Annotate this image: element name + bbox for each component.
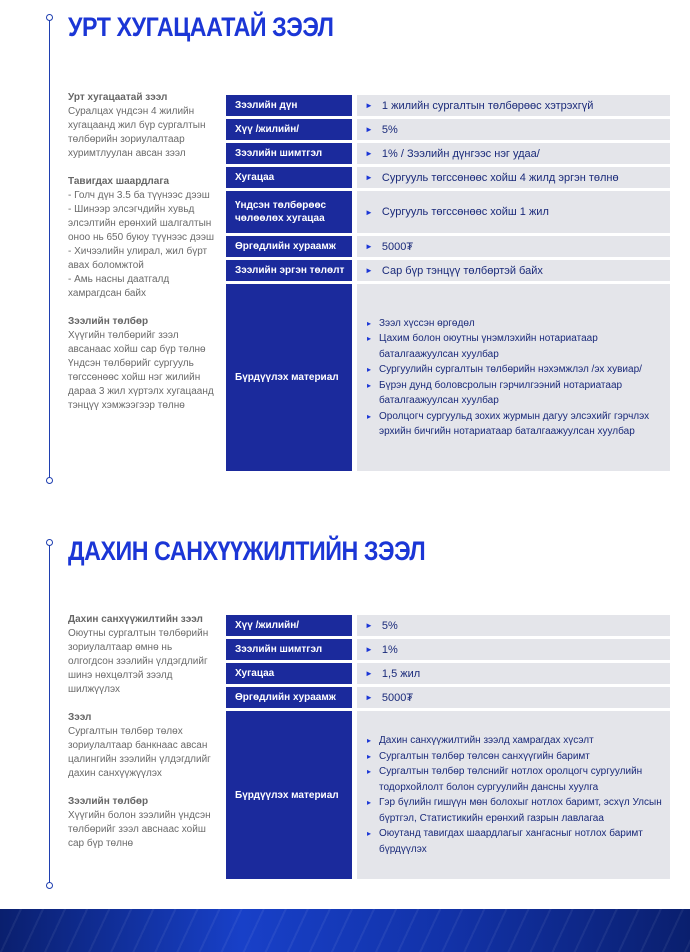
- row-value: [357, 711, 670, 879]
- arrow-icon: ►: [365, 645, 373, 654]
- list-item: - Шинээр элсэгчдийн хувьд элсэлтийн ерөнхий шалгалтын оноо нь 650 буюу түүнээс дээш: [68, 204, 215, 243]
- timeline-dot: [46, 882, 53, 889]
- footer-band: [0, 909, 690, 952]
- timeline-dot: [46, 14, 53, 21]
- row-label: Зээлийн дүн: [226, 95, 352, 116]
- desc-text: Оюутны сургалтын төлбөрийн зориулалтаар өмнө нь олгогдсон зээлийн үлдэгдлийг шинэ нөхцөлтэй зээлд шилжүүлэх: [68, 628, 209, 695]
- refinance-terms-table: [226, 615, 670, 882]
- value-text: 5%: [381, 619, 398, 632]
- timeline-dot: [46, 477, 53, 484]
- list-item: ▸ Зээл хүссэн өргөдөл: [365, 316, 670, 332]
- row-value: [357, 167, 670, 188]
- value-text: 1% / Зээлийн дүнгээс нэг удаа/: [381, 147, 540, 160]
- desc-text: Хүүгийн болон зээлийн үндсэн төлбөрийг зээл авснаас хойш сар бүр төлнө: [68, 810, 211, 849]
- arrow-icon: ►: [365, 173, 373, 182]
- list-item: ▸ Сургалтын төлбөр төлснийг нотлох оролцогч сургуулийн тодорхойлолт болон сургуулийн дансны хуулга: [365, 764, 670, 795]
- row-value: [357, 284, 670, 471]
- table-row: [226, 119, 670, 140]
- arrow-icon: ►: [365, 207, 373, 217]
- desc-heading: Зээлийн төлбөр: [68, 316, 149, 327]
- row-label: Өргөдлийн хураамж: [226, 236, 352, 257]
- section-description: [68, 613, 218, 865]
- loan-terms-table: [226, 95, 670, 474]
- section-title: УРТ ХУГАЦААТАЙ ЗЭЭЛ: [68, 12, 334, 42]
- row-label: Хугацаа: [226, 663, 352, 684]
- list-item: ▸ Оюутанд тавигдах шаардлагыг хангасныг нотлох баримт бүрдүүлэх: [365, 826, 670, 857]
- requirements-list: [68, 189, 218, 301]
- list-item: ▸ Сургуулийн сургалтын төлбөрийн нэхэмжлэл /эх хувиар/: [365, 362, 670, 378]
- row-value: [357, 663, 670, 684]
- value-text: 1,5 жил: [381, 667, 421, 680]
- row-value: [357, 687, 670, 708]
- arrow-icon: ►: [365, 125, 373, 134]
- desc-heading: Зээл: [68, 712, 92, 723]
- table-row: [226, 284, 670, 471]
- row-label: Зээлийн шимтгэл: [226, 639, 352, 660]
- table-row: [226, 95, 670, 116]
- value-text: 1 жилийн сургалтын төлбөрөөс хэтрэхгүй: [381, 99, 594, 112]
- value-text: 5%: [381, 123, 398, 136]
- row-label: Хугацаа: [226, 167, 352, 188]
- table-row: [226, 639, 670, 660]
- list-item: ▸ Дахин санхүүжилтийн зээлд хамрагдах хүсэлт: [365, 733, 670, 749]
- row-label: Зээлийн эргэн төлөлт: [226, 260, 352, 281]
- desc-heading: Урт хугацаатай зээл: [68, 92, 168, 103]
- table-row: [226, 143, 670, 164]
- list-item: ▸ Оролцогч сургуульд зохих журмын дагуу элсэхийг гэрчлэх эрхийн бичгийн нотариатаар баталгаажуулсан хуулбар: [365, 409, 670, 440]
- desc-heading: Дахин санхүүжилтийн зээл: [68, 614, 203, 625]
- table-row: [226, 711, 670, 879]
- desc-heading: Зээлийн төлбөр: [68, 796, 149, 807]
- value-text: Сар бүр тэнцүү төлбөртэй байх: [381, 264, 543, 277]
- timeline-dot: [46, 539, 53, 546]
- table-row: [226, 663, 670, 684]
- timeline-line: [49, 543, 50, 886]
- row-value: [357, 143, 670, 164]
- row-label: Хүү /жилийн/: [226, 615, 352, 636]
- row-label: Хүү /жилийн/: [226, 119, 352, 140]
- table-row: [226, 687, 670, 708]
- list-item: ▸ Цахим болон оюутны үнэмлэхийн нотариатаар баталгаажуулсан хуулбар: [365, 331, 670, 362]
- arrow-icon: ►: [365, 242, 373, 251]
- list-item: ▸ Сургалтын төлбөр төлсөн санхүүгийн баримт: [365, 749, 670, 765]
- desc-text: Сургалтын төлбөр төлөх зориулалтаар банкнаас авсан цалингийн зээлийн үлдэгдлийг дахин санхүүжүүлэх: [68, 726, 211, 779]
- desc-text: Суралцах үндсэн 4 жилийн хугацаанд жил бүр сургалтын төлбөрийн зориулалтаар хуримтлуулан авсан зээл: [68, 106, 206, 159]
- desc-text: Хүүгийн төлбөрийг зээл авсанаас хойш сар бүр төлнө Үндсэн төлбөрийг сургууль төгссөнөөс хойш нэг жилийн дараа 3 жил хүртэлх хугацаанд тэнцүү хэмжээгээр төлнө: [68, 330, 214, 411]
- arrow-icon: ►: [365, 149, 373, 158]
- row-label: Зээлийн шимтгэл: [226, 143, 352, 164]
- table-row: [226, 167, 670, 188]
- table-row: [226, 615, 670, 636]
- materials-list: [365, 733, 670, 857]
- arrow-icon: ►: [365, 101, 373, 110]
- value-text: 1%: [381, 643, 398, 656]
- list-item: - Хичээлийн улирал, жил бүрт авах боломжтой: [68, 246, 208, 271]
- value-text: 5000₮: [381, 691, 414, 704]
- list-item: ▸ Гэр бүлийн гишүүн мөн болохыг нотлох баримт, эсхүл Улсын бүртгэл, Статистикийн ерөнхий газрын лавлагаа: [365, 795, 670, 826]
- table-row: [226, 236, 670, 257]
- arrow-icon: ►: [365, 669, 373, 678]
- row-value: [357, 95, 670, 116]
- section-description: [68, 91, 218, 427]
- list-item: - Голч дүн 3.5 ба түүнээс дээш: [68, 190, 210, 201]
- list-item: - Амь насны даатгалд хамрагдсан байх: [68, 274, 170, 299]
- section-title: ДАХИН САНХҮҮЖИЛТИЙН ЗЭЭЛ: [68, 536, 426, 566]
- row-value: [357, 191, 670, 233]
- arrow-icon: ►: [365, 621, 373, 630]
- row-value: [357, 260, 670, 281]
- arrow-icon: ►: [365, 693, 373, 702]
- row-label: Бүрдүүлэх материал: [226, 284, 352, 471]
- list-item: ▸ Бүрэн дунд боловсролын гэрчилгээний нотариатаар баталгаажуулсан хуулбар: [365, 378, 670, 409]
- timeline-line: [49, 18, 50, 480]
- arrow-icon: ►: [365, 266, 373, 275]
- row-value: [357, 639, 670, 660]
- value-text: Сургууль төгссөнөөс хойш 4 жилд эргэн төлнө: [381, 171, 619, 184]
- row-label: Үндсэн төлбөрөөс чөлөөлөх хугацаа: [226, 191, 352, 233]
- table-row: [226, 260, 670, 281]
- row-value: [357, 119, 670, 140]
- desc-heading: Тавигдах шаардлага: [68, 176, 170, 187]
- row-label: Бүрдүүлэх материал: [226, 711, 352, 879]
- value-text: Сургууль төгссөнөөс хойш 1 жил: [381, 206, 549, 218]
- row-label: Өргөдлийн хураамж: [226, 687, 352, 708]
- row-value: [357, 236, 670, 257]
- table-row: [226, 191, 670, 233]
- row-value: [357, 615, 670, 636]
- materials-list: [365, 316, 670, 440]
- value-text: 5000₮: [381, 240, 414, 253]
